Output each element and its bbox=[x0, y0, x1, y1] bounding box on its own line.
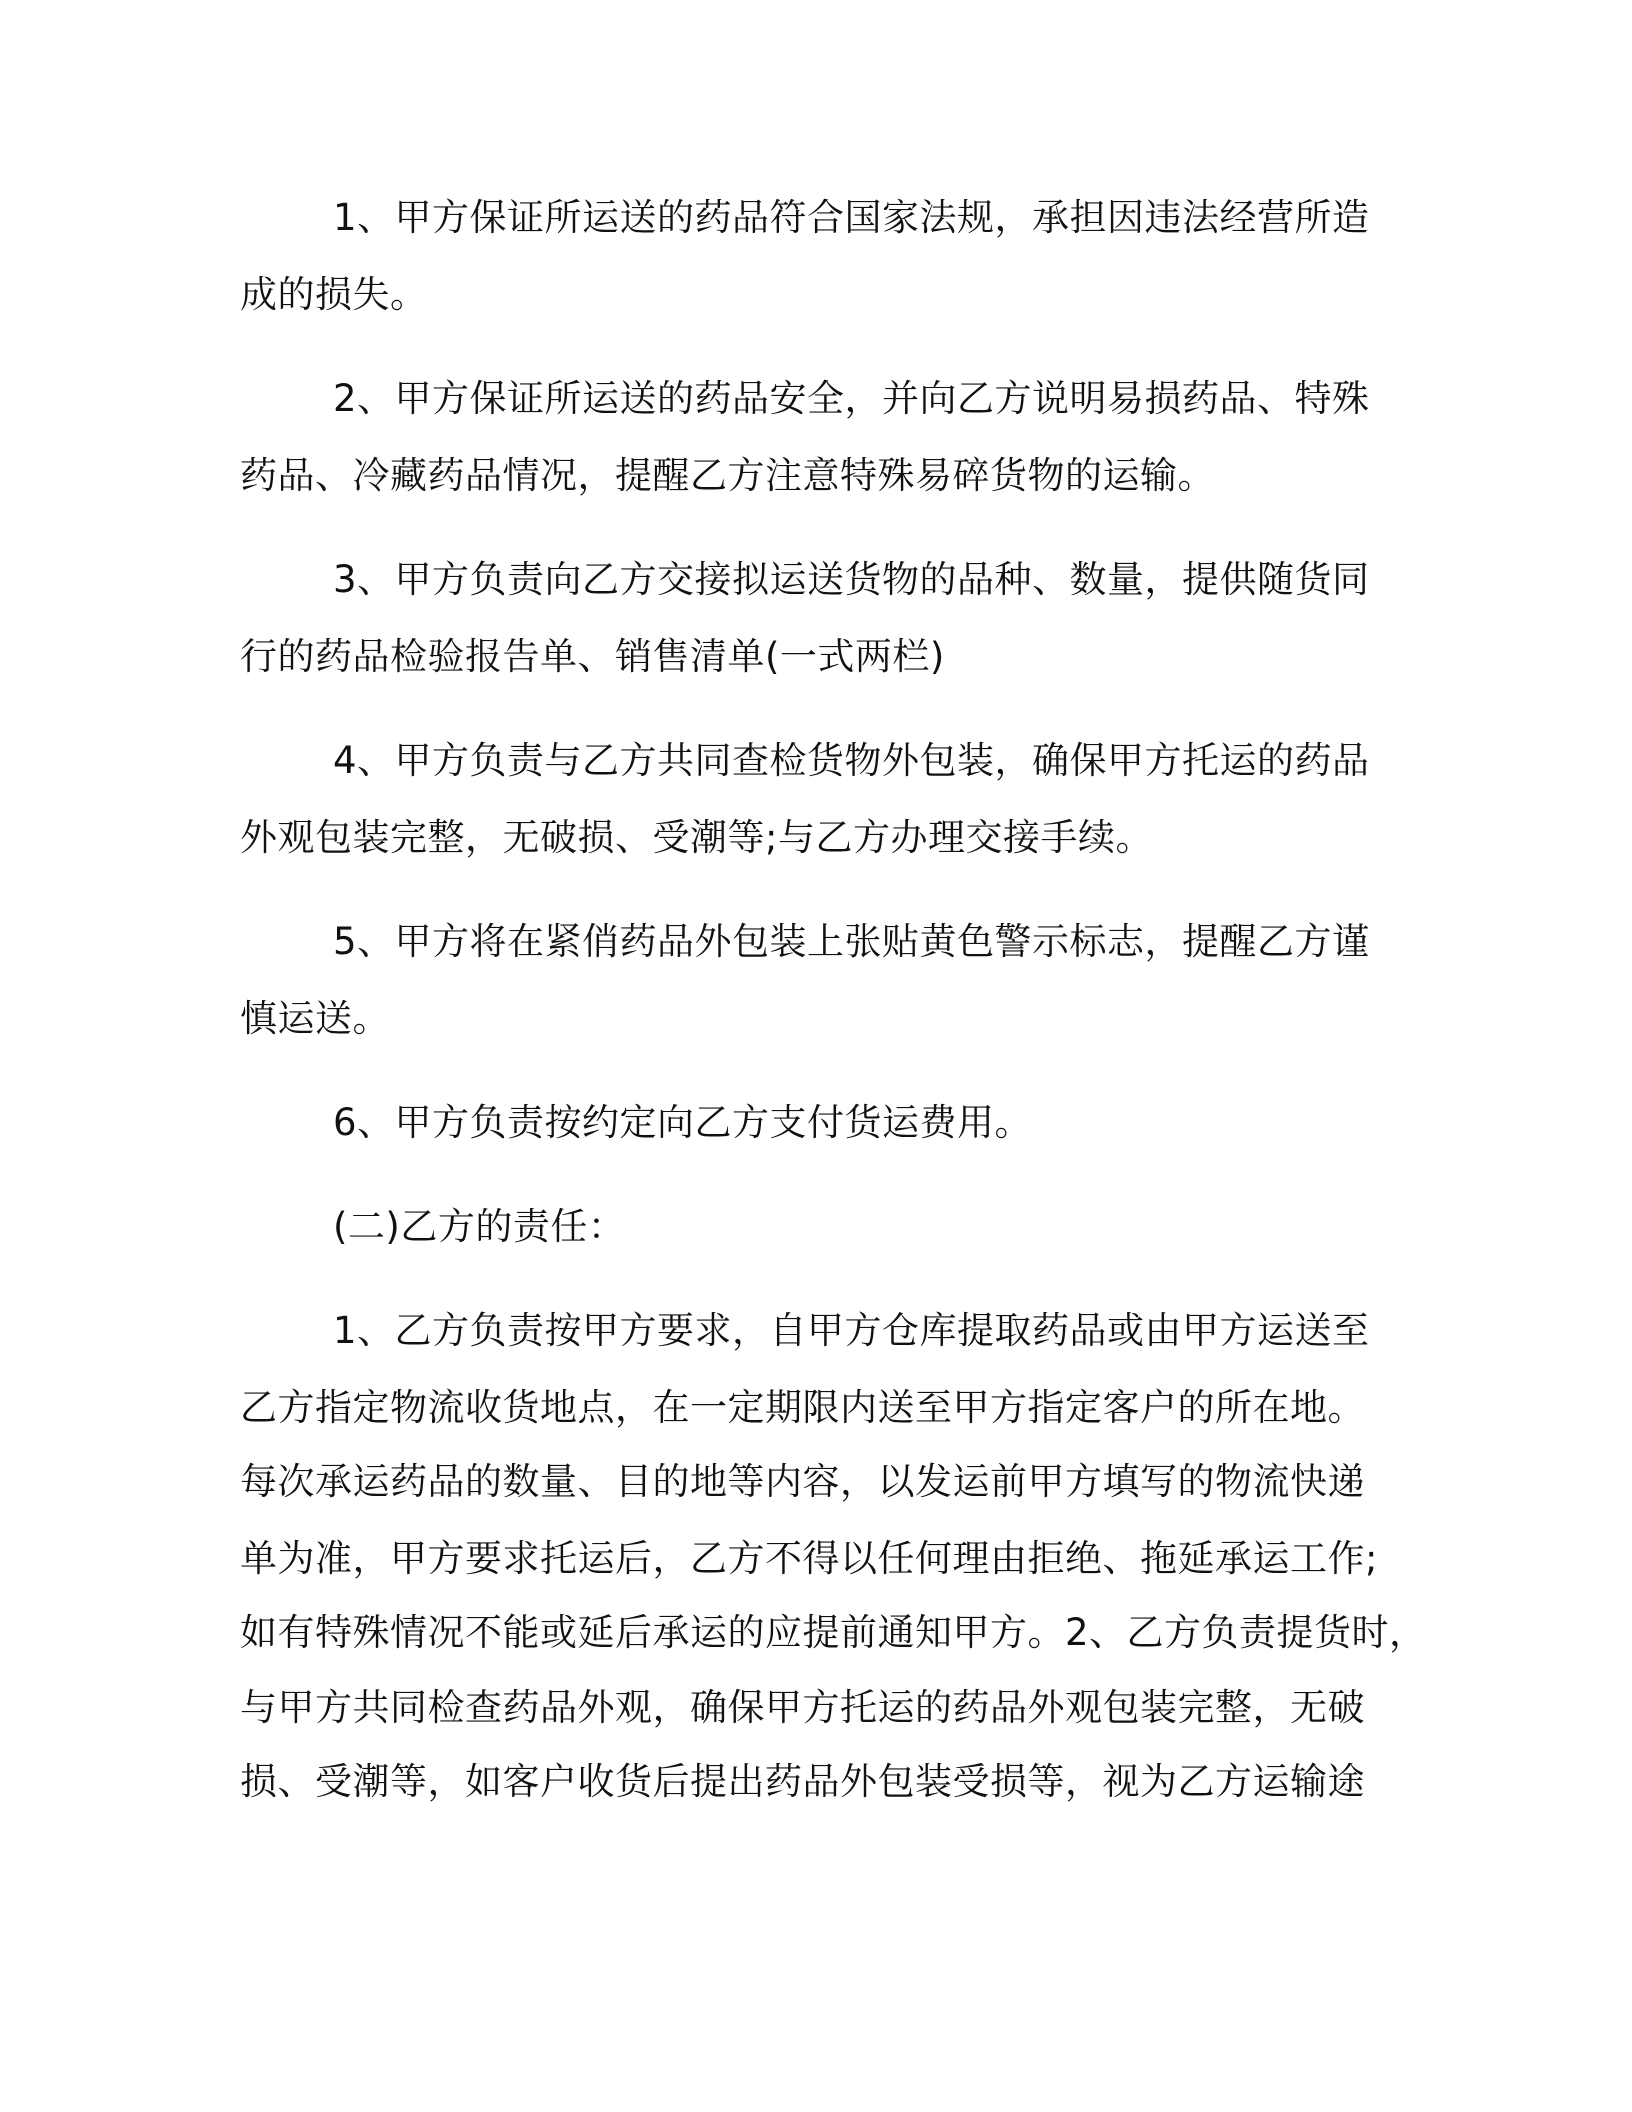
item-2-line-2: 药品、冷藏药品情况，提醒乙方注意特殊易碎货物的运输。 bbox=[240, 454, 1215, 497]
party-b-line-7: 损、受潮等，如客户收货后提出药品外包装受损等，视为乙方运输途 bbox=[240, 1760, 1365, 1803]
item-4-line-1: 4、甲方负责与乙方共同查检货物外包装，确保甲方托运的药品 bbox=[333, 739, 1370, 782]
party-b-line-6: 与甲方共同检查药品外观，确保甲方托运的药品外观包装完整，无破 bbox=[240, 1686, 1365, 1729]
party-b-line-3: 每次承运药品的数量、目的地等内容，以发运前甲方填写的物流快递 bbox=[240, 1460, 1365, 1503]
party-b-heading: (二)乙方的责任： bbox=[333, 1205, 626, 1248]
party-b-line-4: 单为准，甲方要求托运后，乙方不得以任何理由拒绝、拖延承运工作; bbox=[240, 1537, 1378, 1580]
item-3-line-1: 3、甲方负责向乙方交接拟运送货物的品种、数量，提供随货同 bbox=[333, 558, 1370, 601]
party-b-line-5: 如有特殊情况不能或延后承运的应提前通知甲方。2、乙方负责提货时， bbox=[240, 1611, 1427, 1654]
item-2-line-1: 2、甲方保证所运送的药品安全，并向乙方说明易损药品、特殊 bbox=[333, 377, 1370, 420]
item-3-line-2: 行的药品检验报告单、销售清单(一式两栏) bbox=[240, 635, 945, 678]
party-b-line-1: 1、乙方负责按甲方要求，自甲方仓库提取药品或由甲方运送至 bbox=[333, 1309, 1370, 1352]
item-1-line-2: 成的损失。 bbox=[240, 273, 428, 316]
item-5-line-2: 慎运送。 bbox=[240, 997, 390, 1040]
item-4-line-2: 外观包装完整，无破损、受潮等;与乙方办理交接手续。 bbox=[240, 816, 1153, 859]
party-b-line-2: 乙方指定物流收货地点，在一定期限内送至甲方指定客户的所在地。 bbox=[240, 1386, 1365, 1429]
item-6-line-1: 6、甲方负责按约定向乙方支付货运费用。 bbox=[333, 1101, 1033, 1144]
item-5-line-1: 5、甲方将在紧俏药品外包装上张贴黄色警示标志，提醒乙方谨 bbox=[333, 920, 1370, 963]
item-1-line-1: 1、甲方保证所运送的药品符合国家法规，承担因违法经营所造 bbox=[333, 196, 1370, 239]
